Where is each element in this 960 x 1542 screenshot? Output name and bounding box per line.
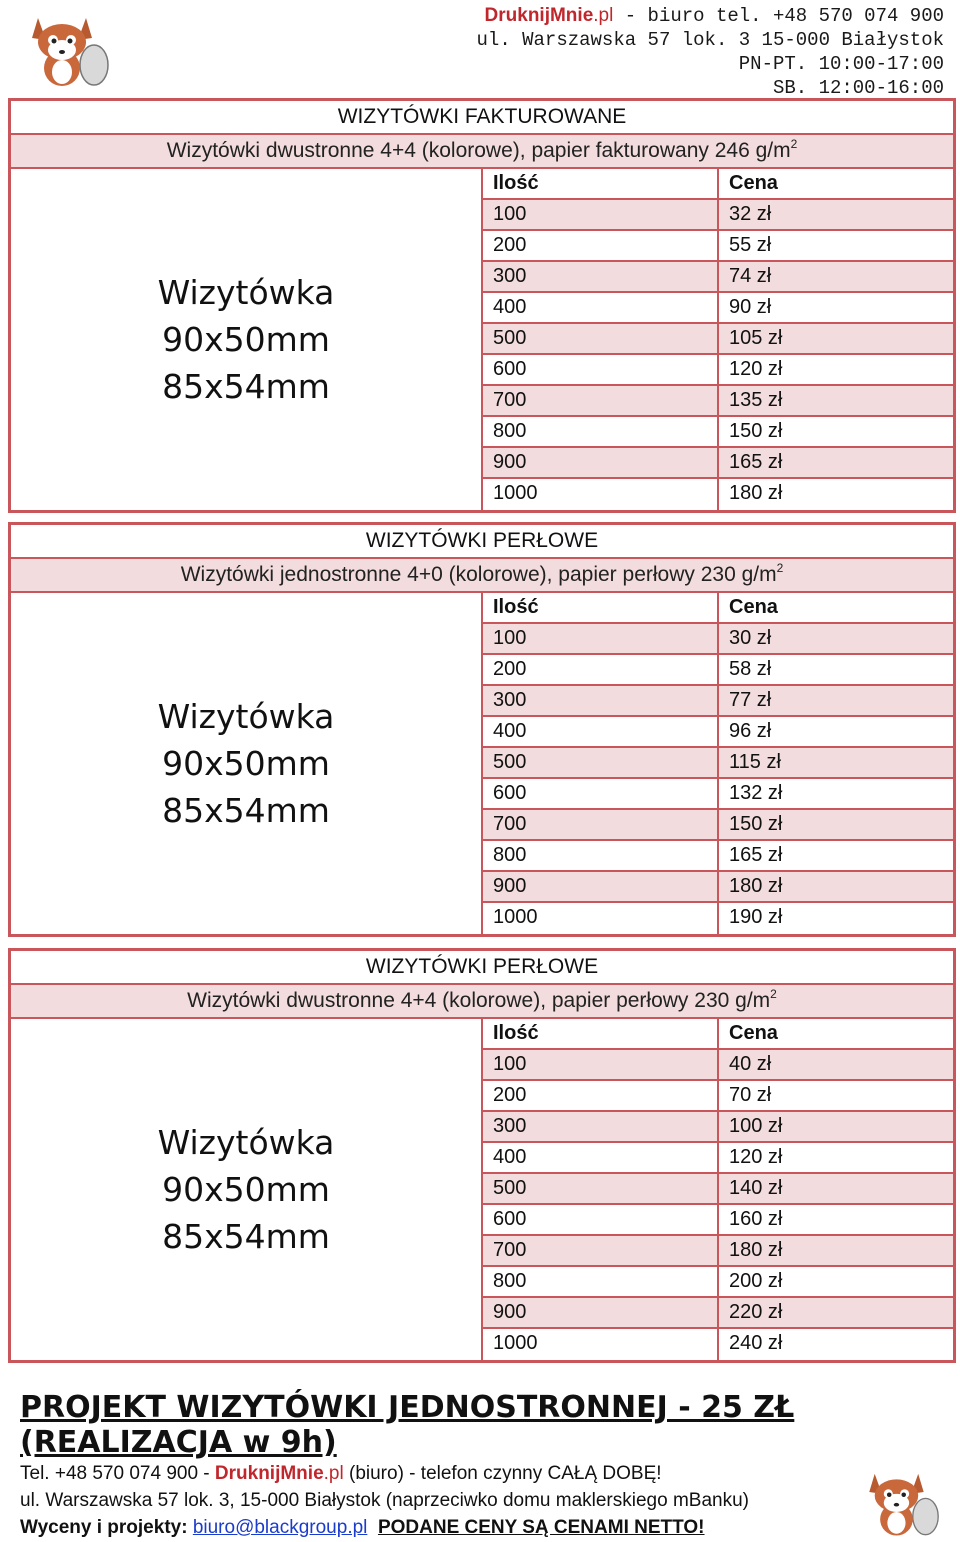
table-row [483,1081,953,1112]
table-row [483,231,953,262]
table-row [483,479,953,510]
quantity-cell: 1000 [483,903,719,934]
quantity-cell: 200 [483,231,719,260]
quantity-cell: 600 [483,779,719,808]
price-cell: 32 zł [729,203,772,225]
table-row [483,810,953,841]
table-row [483,717,953,748]
table-row [483,262,953,293]
column-header-quantity: Ilość [483,169,719,198]
price-table [483,593,953,934]
table-row [483,293,953,324]
price-cell: 150 zł [729,420,783,442]
product-description: Wizytówka 90x50mm 85x54mm [11,1019,483,1360]
price-cell: 200 zł [729,1270,783,1292]
quantity-cell: 100 [483,200,719,229]
quantity-cell: 700 [483,1236,719,1265]
price-cell: 132 zł [729,782,783,804]
price-cell: 180 zł [729,1239,783,1261]
product-description: Wizytówka 90x50mm 85x54mm [11,169,483,510]
quantity-cell: 300 [483,686,719,715]
price-table [483,1019,953,1360]
table-row [483,417,953,448]
price-cell: 180 zł [729,482,783,504]
table-row [483,872,953,903]
table-row [483,686,953,717]
section-title: WIZYTÓWKI PERŁOWE [11,951,953,985]
table-row [483,200,953,231]
section-subtitle: Wizytówki dwustronne 4+4 (kolorowe), papier perłowy 230 $g/m^2$ [11,985,953,1019]
price-section [8,98,956,513]
quantity-cell: 800 [483,841,719,870]
price-cell: 40 zł [729,1053,772,1075]
price-cell: 100 zł [729,1115,783,1137]
quantity-cell: 400 [483,1143,719,1172]
price-cell: 180 zł [729,875,783,897]
brand-name[interactable]: DruknijMnie.pl [484,5,614,26]
price-cell: 70 zł [729,1084,772,1106]
quantity-cell: 800 [483,1267,719,1296]
column-header-quantity: Ilość [483,593,719,622]
price-cell: 240 zł [729,1332,783,1354]
table-row [483,448,953,479]
header-address: ul. Warszawska 57 lok. 3 15-000 Białystok [476,29,944,51]
column-header-price: Cena [729,596,778,618]
quantity-cell: 600 [483,1205,719,1234]
table-row [483,1112,953,1143]
quantity-cell: 200 [483,655,719,684]
table-header [483,593,953,624]
quantity-cell: 200 [483,1081,719,1110]
project-banner: PROJEKT WIZYTÓWKI JEDNOSTRONNEJ - 25 ZŁ (REALIZACJA w 9h) [20,1390,795,1460]
header-contact: DruknijMnie.pl - biuro tel. +48 570 074 900 ul. Warszawska 57 lok. 3 15-000 Białystok PN-PT. 10:00-17:00 SB. 12:00-16:00 [476,5,944,99]
price-cell: 140 zł [729,1177,783,1199]
quotes-label: Wyceny i projekty: [20,1517,193,1538]
price-cell: 30 zł [729,627,772,649]
table-row [483,748,953,779]
section-subtitle: Wizytówki dwustronne 4+4 (kolorowe), papier fakturowany 246 $g/m^2$ [11,135,953,169]
price-cell: 120 zł [729,1146,783,1168]
quantity-cell: 900 [483,448,719,477]
header-hours-weekdays: PN-PT. 10:00-17:00 [738,53,944,75]
quantity-cell: 500 [483,324,719,353]
footer-brand[interactable]: DruknijMnie.pl [214,1463,344,1484]
table-row [483,1236,953,1267]
price-cell: 115 zł [729,751,781,773]
table-row [483,355,953,386]
column-header-quantity: Ilość [483,1019,719,1048]
quantity-cell: 400 [483,293,719,322]
price-cell: 74 zł [729,265,772,287]
quantity-cell: 500 [483,1174,719,1203]
price-cell: 220 zł [729,1301,783,1323]
quantity-cell: 400 [483,717,719,746]
quantity-cell: 500 [483,748,719,777]
table-row [483,624,953,655]
price-cell: 120 zł [729,358,783,380]
table-row [483,841,953,872]
fox-logo-icon [862,1466,940,1538]
price-cell: 150 zł [729,813,783,835]
price-section [8,948,956,1363]
table-row [483,1174,953,1205]
price-cell: 90 zł [729,296,772,318]
column-header-price: Cena [729,1022,778,1044]
table-header [483,1019,953,1050]
table-row [483,1298,953,1329]
quantity-cell: 900 [483,872,719,901]
table-row [483,1329,953,1360]
quantity-cell: 1000 [483,1329,719,1360]
quantity-cell: 800 [483,417,719,446]
fox-logo-icon [24,10,110,88]
quantity-cell: 300 [483,262,719,291]
price-cell: 165 zł [729,844,783,866]
price-cell: 165 zł [729,451,783,473]
table-row [483,1205,953,1236]
quantity-cell: 900 [483,1298,719,1327]
price-cell: 160 zł [729,1208,783,1230]
netto-notice: PODANE CENY SĄ CENAMI NETTO! [377,1517,705,1538]
table-row [483,903,953,934]
table-row [483,1050,953,1081]
quantity-cell: 100 [483,624,719,653]
section-subtitle: Wizytówki jednostronne 4+0 (kolorowe), papier perłowy 230 $g/m^2$ [11,559,953,593]
quantity-cell: 300 [483,1112,719,1141]
section-title: WIZYTÓWKI PERŁOWE [11,525,953,559]
header-hours-saturday: SB. 12:00-16:00 [772,77,944,99]
product-description: Wizytówka 90x50mm 85x54mm [11,593,483,934]
table-row [483,1143,953,1174]
table-row [483,779,953,810]
email-link[interactable]: biuro@blackgroup.pl [192,1517,368,1538]
footer-address: ul. Warszawska 57 lok. 3, 15-000 Białystok (naprzeciwko domu maklerskiego mBanku) [20,1490,749,1511]
price-table [483,169,953,510]
table-row [483,655,953,686]
column-header-price: Cena [729,172,778,194]
price-cell: 105 zł [729,327,783,349]
price-cell: 135 zł [729,389,783,411]
table-row [483,324,953,355]
table-row [483,1267,953,1298]
price-cell: 77 zł [729,689,772,711]
price-cell: 58 zł [729,658,772,680]
price-cell: 96 zł [729,720,772,742]
quantity-cell: 100 [483,1050,719,1079]
section-title: WIZYTÓWKI FAKTUROWANE [11,101,953,135]
quantity-cell: 700 [483,810,719,839]
footer: Tel. +48 570 074 900 - DruknijMnie.pl (biuro) - telefon czynny CAŁĄ DOBĘ! ul. Warszawska 57 lok. 3, 15-000 Białystok (naprzeciwko domu maklerskiego mBanku) Wyceny i projekty: biuro@blackgroup.pl PODANE CENY SĄ CENAMI NETTO! [20,1463,749,1538]
price-section [8,522,956,937]
quantity-cell: 700 [483,386,719,415]
price-cell: 55 zł [729,234,772,256]
table-row [483,386,953,417]
price-cell: 190 zł [729,906,783,928]
quantity-cell: 600 [483,355,719,384]
quantity-cell: 1000 [483,479,719,510]
table-header [483,169,953,200]
